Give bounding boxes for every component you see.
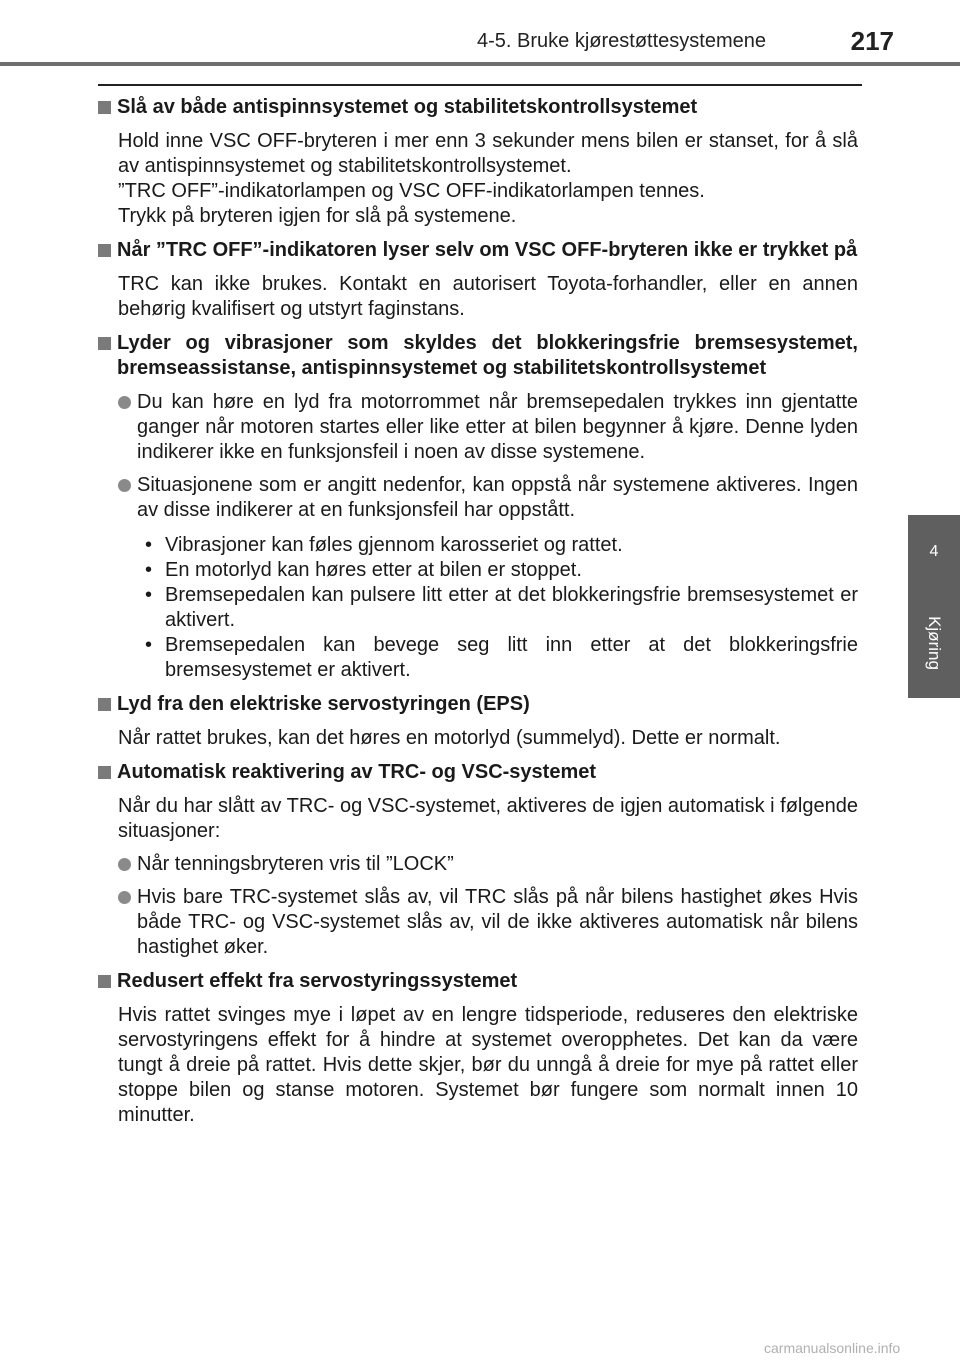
list-item: Hvis bare TRC-systemet slås av, vil TRC slås på når bilens hastighet økes Hvis både TRC- og VSC-systemet slås av, vil de ikke aktiveres automatisk når bilens hastighet øker. xyxy=(118,885,858,960)
section-heading: Slå av både antispinnsystemet og stabilitetskontrollsystemet xyxy=(98,95,858,120)
list-item: Du kan høre en lyd fra motorrommet når bremsepedalen trykkes inn gjentatte ganger når motoren startes eller like etter at bilen begynner å kjøre. Denne lyden indikerer ikke en funksjonsfeil i noen av disse systemene. xyxy=(118,390,858,465)
page-number: 217 xyxy=(850,26,894,56)
section-heading: Lyd fra den elektriske servostyringen (EPS) xyxy=(98,692,858,717)
circle-bullet-icon xyxy=(118,479,131,492)
section-auto-reactivation xyxy=(98,760,858,960)
dot-marker: • xyxy=(145,534,153,556)
section-heading: Lyder og vibrasjoner som skyldes det blokkeringsfrie bremsesystemet, bremseassistanse, antispinnsystemet og stabilitetskontrollsystemet xyxy=(98,331,858,381)
paragraph: Hvis rattet svinges mye i løpet av en lengre tidsperiode, reduseres den elektriske servostyringens effekt for å hindre at systemet overopphetes. Det kan da være tungt å dreie på rattet. Hvis dette skjer, bør du unngå å dreie for mye på rattet eller stoppe bilen og stanse motoren. Systemet bør fungere som normalt innen 10 minutter. xyxy=(118,1004,858,1126)
square-bullet-icon xyxy=(98,244,111,257)
square-bullet-icon xyxy=(98,337,111,350)
section-reduced-steering xyxy=(98,969,858,1128)
paragraph: Når du har slått av TRC- og VSC-systemet, aktiveres de igjen automatisk i følgende situasjoner: xyxy=(118,795,858,842)
sub-list-item: • Vibrasjoner kan føles gjennom karosseriet og rattet. xyxy=(137,533,858,558)
sub-list-item: • Bremsepedalen kan pulsere litt etter at det blokkeringsfrie bremsesystemet er aktivert. xyxy=(137,583,858,633)
paragraph: Når rattet brukes, kan det høres en motorlyd (summelyd). Dette er normalt. xyxy=(118,727,781,749)
section-trc-off-indicator xyxy=(98,238,858,322)
section-heading: Automatisk reaktivering av TRC- og VSC-systemet xyxy=(98,760,858,785)
header-rule xyxy=(0,62,960,66)
dot-marker: • xyxy=(145,634,153,656)
watermark: carmanualsonline.info xyxy=(764,1340,901,1356)
section-eps-sound xyxy=(98,692,858,751)
paragraph: TRC kan ikke brukes. Kontakt en autorisert Toyota-forhandler, eller en annen behørig kvalifisert og utstyrt faginstans. xyxy=(118,273,858,320)
square-bullet-icon xyxy=(98,766,111,779)
section-sounds-vibrations xyxy=(98,331,858,683)
section-heading: Når ”TRC OFF”-indikatoren lyser selv om VSC OFF-bryteren ikke er trykket på xyxy=(98,238,858,263)
square-bullet-icon xyxy=(98,975,111,988)
list-item: Situasjonene som er angitt nedenfor, kan oppstå når systemene aktiveres. Ingen av disse indikerer at en funksjonsfeil har oppstått. xyxy=(118,473,858,523)
dot-marker: • xyxy=(145,559,153,581)
circle-bullet-icon xyxy=(118,858,131,871)
square-bullet-icon xyxy=(98,698,111,711)
running-header: 4-5. Bruke kjørestøttesystemene xyxy=(477,30,766,52)
chapter-number: 4 xyxy=(929,543,939,560)
list-item: Når tenningsbryteren vris til ”LOCK” xyxy=(118,852,858,877)
section-disable-both xyxy=(98,95,858,229)
sub-list-item: • En motorlyd kan høres etter at bilen er stoppet. xyxy=(137,558,858,583)
chapter-tab xyxy=(908,515,960,698)
square-bullet-icon xyxy=(98,101,111,114)
page-content xyxy=(98,95,858,1137)
sub-list-item: • Bremsepedalen kan bevege seg litt inn etter at det blokkeringsfrie bremsesystemet er aktivert. xyxy=(137,633,858,683)
circle-bullet-icon xyxy=(118,396,131,409)
circle-bullet-icon xyxy=(118,891,131,904)
section-heading: Redusert effekt fra servostyringssystemet xyxy=(98,969,858,994)
dot-marker: • xyxy=(145,584,153,606)
content-top-rule xyxy=(98,84,862,86)
chapter-label: Kjøring xyxy=(925,616,944,670)
sub-list xyxy=(137,533,858,683)
paragraph: Hold inne VSC OFF-bryteren i mer enn 3 sekunder mens bilen er stanset, for å slå av antispinnsystemet og stabilitetskontrollsystemet. ”TRC OFF”-indikatorlampen og VSC OFF-indikatorlampen tennes. Trykk på bryteren igjen for slå på systemene. xyxy=(118,130,858,227)
